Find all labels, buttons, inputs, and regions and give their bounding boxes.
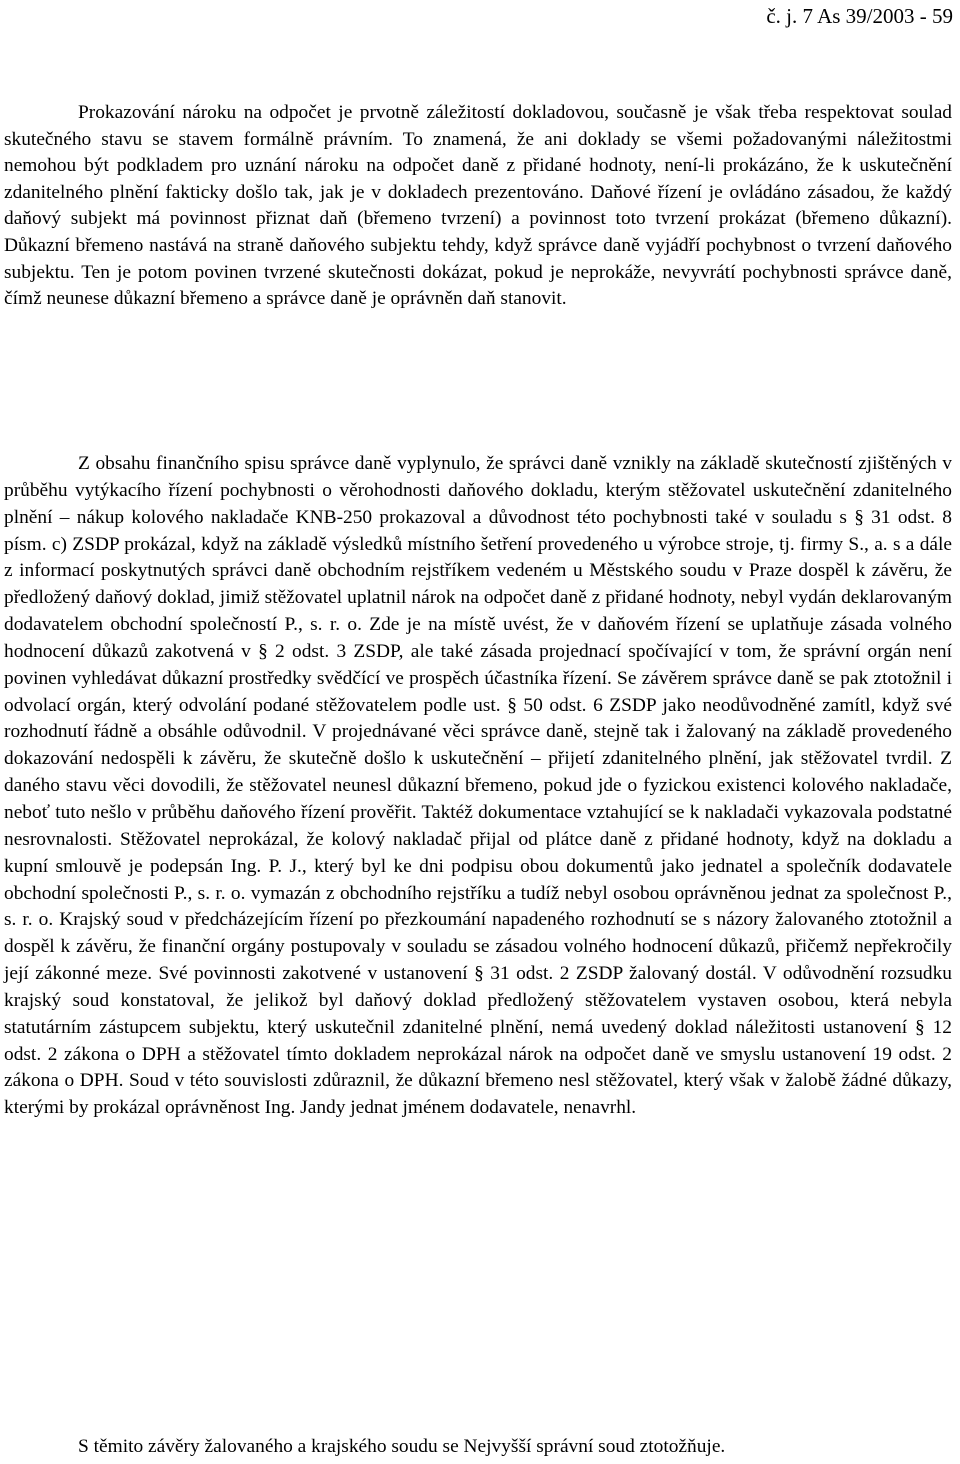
paragraph-burden-of-proof: Prokazování nároku na odpočet je prvotně záležitostí dokladovou, současně je však třeba respektovat soulad skutečného stavu se stavem formálně právním. To znamená, že ani doklady se všemi požadovanými náležitostmi nemohou být podkladem pro uznání nároku na odpočet daně z přidané hodnoty, není-li prokázáno, že k uskutečnění zdanitelného plnění fakticky došlo tak, jak je v dokladech prezentováno. Daňové řízení je ovládáno zásadou, že každý daňový subjekt má povinnost přiznat daň (břemeno tvrzení) a povinnost toto tvrzení prokázat (břemeno důkazní). Důkazní břemeno nastává na straně daňového subjektu tehdy, když správce daně vyjádří pochybnost o tvrzení daňového subjektu. Ten je potom povinen tvrzené skutečnosti dokázat, pokud je neprokáže, nevyvrátí pochybnosti správce daně, čímž neunese důkazní břemeno a správce daně je oprávněn daň stanovit. (4, 102, 952, 310)
paragraph-conclusion: S těmito závěry žalovaného a krajského soudu se Nejvyšší správní soud ztotožňuje. (78, 1436, 726, 1457)
paragraph-case-facts: Z obsahu finančního spisu správce daně vyplynulo, že správci daně vznikly na základě skutečností zjištěných v průběhu vytýkacího řízení pochybnosti o věrohodnosti daňového dokladu, kterým stěžovatel uskutečnění zdanitelného plnění – nákup kolového nakladače KNB-250 prokazoval a důvodnost této pochybnosti také v souladu s § 31 odst. 8 písm. c) ZSDP prokázal, když na základě výsledků místního šetření provedeného u výrobce stroje, tj. firmy S., a. s a dále z informací poskytnutých správci daně obchodním rejstříkem vedeném u Městského soudu v Praze dospěl k závěru, že předložený daňový doklad, jimiž stěžovatel uplatnil nárok na odpočet daně z přidané hodnoty, nebyl vydán deklarovaným dodavatelem obchodní společností P., s. r. o. Zde je na místě uvést, že v daňovém řízení se uplatňuje zásada volného hodnocení důkazů zakotvená v § 2 odst. 3 ZSDP, ale také zásada projednací spočívající v tom, že správní orgán není povinen vyhledávat důkazní prostředky svědčící ve prospěch účastníka řízení. Se závěrem správce daně se pak ztotožnil i odvolací orgán, který odvolání podané stěžovatelem podle ust. § 50 odst. 6 ZSDP jako neodůvodněné zamítl, když své rozhodnutí řádně a obsáhle odůvodnil. V projednávané věci správce daně, stejně tak i žalovaný na základě provedeného dokazování nedospěli k závěru, že skutečně došlo k uskutečnění – přijetí zdanitelného plnění, jak stěžovatel tvrdil. Z daného stavu věci dovodili, že stěžovatel neunesl důkazní břemeno, pokud jde o fyzickou existenci kolového nakladače, neboť tuto nešlo v průběhu daňového řízení prověřit. Taktéž dokumentace vztahující se k nakladači vykazovala podstatné nesrovnalosti. Stěžovatel neprokázal, že kolový nakladač přijal od plátce daně z přidané hodnoty, když na dokladu a kupní smlouvě je podepsán Ing. P. J., který byl ke dni podpisu obou dokumentů jako jednatel a společník dodavatele obchodní společnosti P., s. r. o. vymazán z obchodního rejstříku a tudíž nebyl osobou oprávněnou jednat za společnost P., s. r. o. Krajský soud v předcházejícím řízení po přezkoumání napadeného rozhodnutí se s názory žalovaného ztotožnil a dospěl k závěru, že finanční orgány postupovaly v souladu se zásadou volného hodnocení důkazů, přičemž nepřekročily její zákonné meze. Své povinnosti zakotvené v ustanovení § 31 odst. 2 ZSDP žalovaný dostál. V odůvodnění rozsudku krajský soud konstatoval, že jelikož byl daňový doklad předložený stěžovatelem vystaven osobou, která nebyla statutárním zástupcem subjektu, který uskutečnil zdanitelné plnění, nemá uvedený doklad náležitosti ustanovení § 12 odst. 2 zákona o DPH a stěžovatel tímto dokladem neprokázal nárok na odpočet daně ve smyslu ustanovení 19 odst. 2 zákona o DPH. Soud v této souvislosti zdůraznil, že důkazní břemeno nesl stěžovatel, který však v žalobě žádné důkazy, kterými by prokázal oprávněnost Ing. Jandy jednat jménem dodavatele, nenavrhl. (4, 453, 952, 1119)
case-number: č. j. 7 As 39/2003 - 59 (766, 4, 953, 28)
